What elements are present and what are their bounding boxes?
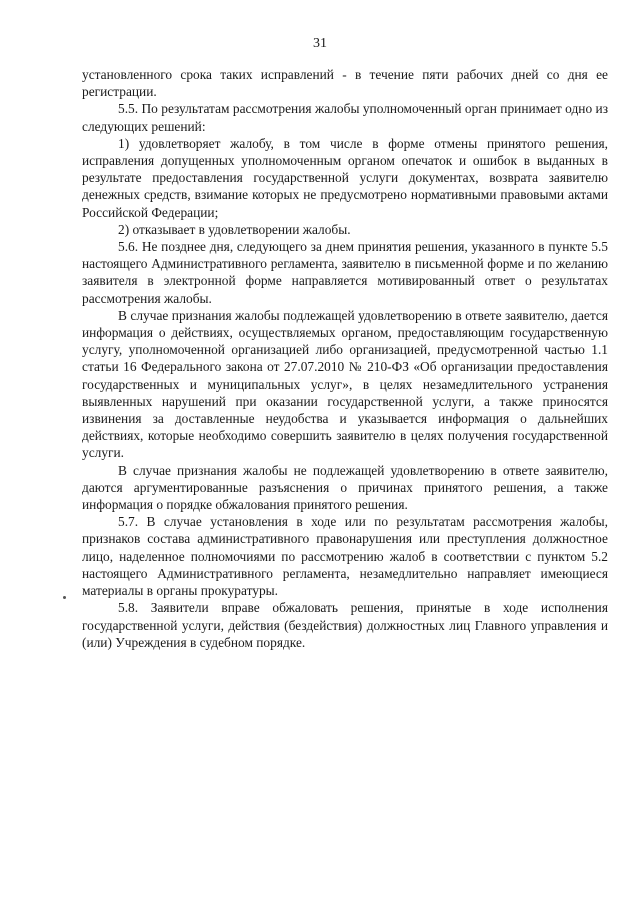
list-item-2: 2) отказывает в удовлетворении жалобы. [118,221,351,237]
paragraph-continuation: установленного срока таких исправлений - в течение пяти рабочих дней со дня ее регистрации. [82,67,608,100]
page-number: 31 [313,36,327,51]
paragraph-rejected-case: В случае признания жалобы не подлежащей удовлетворению в ответе заявителю, даются аргументированные разъяснения о причинах принятого решения, а также информация о порядке обжалования принятого решения. [82,462,608,513]
paragraph-5-8: 5.8. Заявители вправе обжаловать решения, принятые в ходе исполнения государственной услуги, действия (бездействия) должностных лиц Главного управления и (или) Учреждения в судебном порядке. [82,600,608,650]
scan-artifact [63,596,66,599]
list-item-1: 1) удовлетворяет жалобу, в том числе в форме отмены принятого решения, исправления допущенных уполномоченным органом опечаток и ошибок в выданных в результате предоставления государственной услуги документах, возврата заявителю денежных средств, взимание которых не предусмотрено нормативными правовыми актами Российской Федерации; [82,135,608,220]
document-body [82,66,608,651]
paragraph-5-7: 5.7. В случае установления в ходе или по результатам рассмотрения жалобы, признаков состава административного правонарушения или преступления должностное лицо, наделенное полномочиями по рассмотрению жалоб в соответствии с пунктом 5.2 настоящего Административного регламента, незамедлительно направляет имеющиеся материалы в органы прокуратуры. [82,514,608,599]
paragraph-5-6: 5.6. Не позднее дня, следующего за днем принятия решения, указанного в пункте 5.5 настоящего Административного регламента, заявителю в письменной форме и по желанию заявителя в электронной форме направляется мотивированный ответ о результатах рассмотрения жалобы. [82,239,608,306]
paragraph-satisfied-case: В случае признания жалобы подлежащей удовлетворению в ответе заявителю, дается информация о действиях, осуществляемых органом, предоставляющим государственную услугу, уполномоченной организацией либо организацией, предусмотренной частью 1.1 статьи 16 Федерального закона от 27.07.2010 № 210-ФЗ «Об организации предоставления государственных и муниципальных услуг», в целях незамедлительного устранения выявленных нарушений при оказании государственной услуги, а также приносятся извинения за доставленные неудобства и указывается информация о дальнейших действиях, которые необходимо совершить заявителю в целях получения государственной услуги. [82,307,608,461]
paragraph-5-5: 5.5. По результатам рассмотрения жалобы уполномоченный орган принимает одно из следующих решений: [82,101,608,134]
